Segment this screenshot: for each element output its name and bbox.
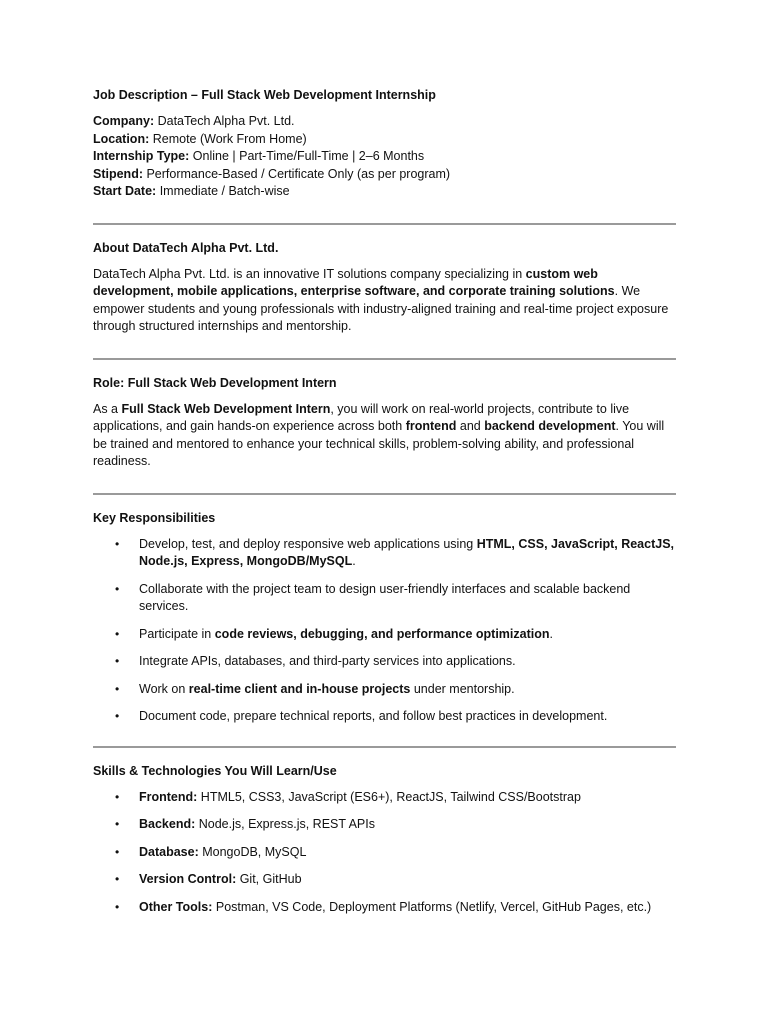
text-run-bold: code reviews, debugging, and performance optimization <box>214 626 550 641</box>
text-run: under mentorship. <box>410 681 515 696</box>
bullet-icon: • <box>115 899 120 914</box>
skills-section <box>93 748 676 917</box>
list-item <box>93 536 676 571</box>
about-section <box>93 225 676 336</box>
skill-label: Other Tools: <box>139 899 213 914</box>
bullet-icon: • <box>115 626 120 641</box>
detail-value: Online | Part-Time/Full-Time | 2–6 Months <box>189 149 425 163</box>
list-item <box>93 789 676 807</box>
text-run: , you will work on real-world projects, contribute to live applications, and gain hands-on experience across both <box>93 401 630 433</box>
about-heading: About DataTech Alpha Pvt. Ltd. <box>93 240 279 255</box>
about-paragraph <box>93 266 676 336</box>
bullet-icon: • <box>115 536 120 551</box>
text-run-bold: frontend <box>405 419 457 433</box>
responsibilities-heading: Key Responsibilities <box>93 510 216 525</box>
text-run: Document code, prepare technical reports, and follow best practices in development. <box>139 709 608 723</box>
bullet-icon: • <box>115 581 120 596</box>
detail-label: Stipend: <box>93 166 143 181</box>
detail-value: Performance-Based / Certificate Only (as per program) <box>143 166 451 181</box>
list-item <box>93 626 676 644</box>
text-run: . <box>549 626 553 641</box>
job-details <box>93 113 676 201</box>
detail-label: Location: <box>93 131 150 146</box>
bullet-icon: • <box>115 654 120 668</box>
detail-start-date <box>93 183 676 201</box>
skill-value: HTML5, CSS3, JavaScript (ES6+), ReactJS, Tailwind CSS/Bootstrap <box>197 789 581 804</box>
detail-company <box>93 113 676 131</box>
role-heading: Role: Full Stack Web Development Intern <box>93 375 337 390</box>
detail-internship-type <box>93 148 676 166</box>
detail-label: Start Date: <box>93 184 157 198</box>
detail-location <box>93 131 676 149</box>
text-run-bold: backend development <box>484 419 616 433</box>
detail-value: Immediate / Batch-wise <box>156 184 290 198</box>
detail-value: DataTech Alpha Pvt. Ltd. <box>154 114 295 128</box>
bullet-icon: • <box>115 789 120 804</box>
skill-label: Database: <box>139 844 199 859</box>
bullet-icon: • <box>115 709 120 723</box>
skills-list <box>93 789 676 917</box>
list-item <box>93 708 676 726</box>
bullet-icon: • <box>115 817 120 831</box>
list-item <box>93 581 676 616</box>
text-run: Develop, test, and deploy responsive web applications using <box>139 536 477 551</box>
list-item <box>93 681 676 699</box>
list-item <box>93 844 676 862</box>
list-item <box>93 816 676 834</box>
detail-value: Remote (Work From Home) <box>149 131 307 146</box>
text-run: . <box>352 554 356 568</box>
role-paragraph <box>93 401 676 471</box>
skills-heading: Skills & Technologies You Will Learn/Use <box>93 763 337 778</box>
list-item <box>93 871 676 889</box>
text-run: Collaborate with the project team to design user-friendly interfaces and scalable backend services. <box>139 581 631 613</box>
skill-label: Frontend: <box>139 789 198 804</box>
skill-value: Node.js, Express.js, REST APIs <box>195 817 375 831</box>
text-run: Work on <box>139 681 189 696</box>
text-run-bold: custom web development, mobile applications, enterprise software, and corporate training solutions <box>93 266 615 298</box>
bullet-icon: • <box>115 844 120 859</box>
text-run: and <box>456 419 485 433</box>
list-item <box>93 899 676 917</box>
skill-label: Backend: <box>139 817 196 831</box>
list-item <box>93 653 676 671</box>
text-run-bold: real-time client and in-house projects <box>188 681 411 696</box>
role-section <box>93 360 676 471</box>
text-run: . You will be trained and mentored to enhance your technical skills, problem-solving ability, and professional readiness. <box>93 419 665 468</box>
skill-label: Version Control: <box>139 872 237 886</box>
text-run: Integrate APIs, databases, and third-party services into applications. <box>139 654 516 668</box>
responsibilities-section <box>93 495 676 726</box>
bullet-icon: • <box>115 872 120 886</box>
skill-value: Git, GitHub <box>236 872 302 886</box>
text-run-bold: Full Stack Web Development Intern <box>121 401 331 416</box>
text-run: DataTech Alpha Pvt. Ltd. is an innovative IT solutions company specializing in <box>93 266 526 281</box>
bullet-icon: • <box>115 681 120 696</box>
detail-stipend <box>93 166 676 184</box>
responsibilities-list <box>93 536 676 726</box>
detail-label: Company: <box>93 114 155 128</box>
skill-value: Postman, VS Code, Deployment Platforms (Netlify, Vercel, GitHub Pages, etc.) <box>212 899 652 914</box>
text-run-bold: HTML, CSS, JavaScript, ReactJS, Node.js, Express, MongoDB/MySQL <box>139 536 675 568</box>
text-run: As a <box>93 401 122 416</box>
document-title: Job Description – Full Stack Web Development Internship <box>93 88 436 102</box>
document-content <box>93 86 676 926</box>
text-run: Participate in <box>139 626 215 641</box>
skill-value: MongoDB, MySQL <box>198 844 307 859</box>
text-run: . We empower students and young professionals with industry-aligned training and real-time project exposure through structured internships and mentorship. <box>93 284 669 333</box>
detail-label: Internship Type: <box>93 149 190 163</box>
